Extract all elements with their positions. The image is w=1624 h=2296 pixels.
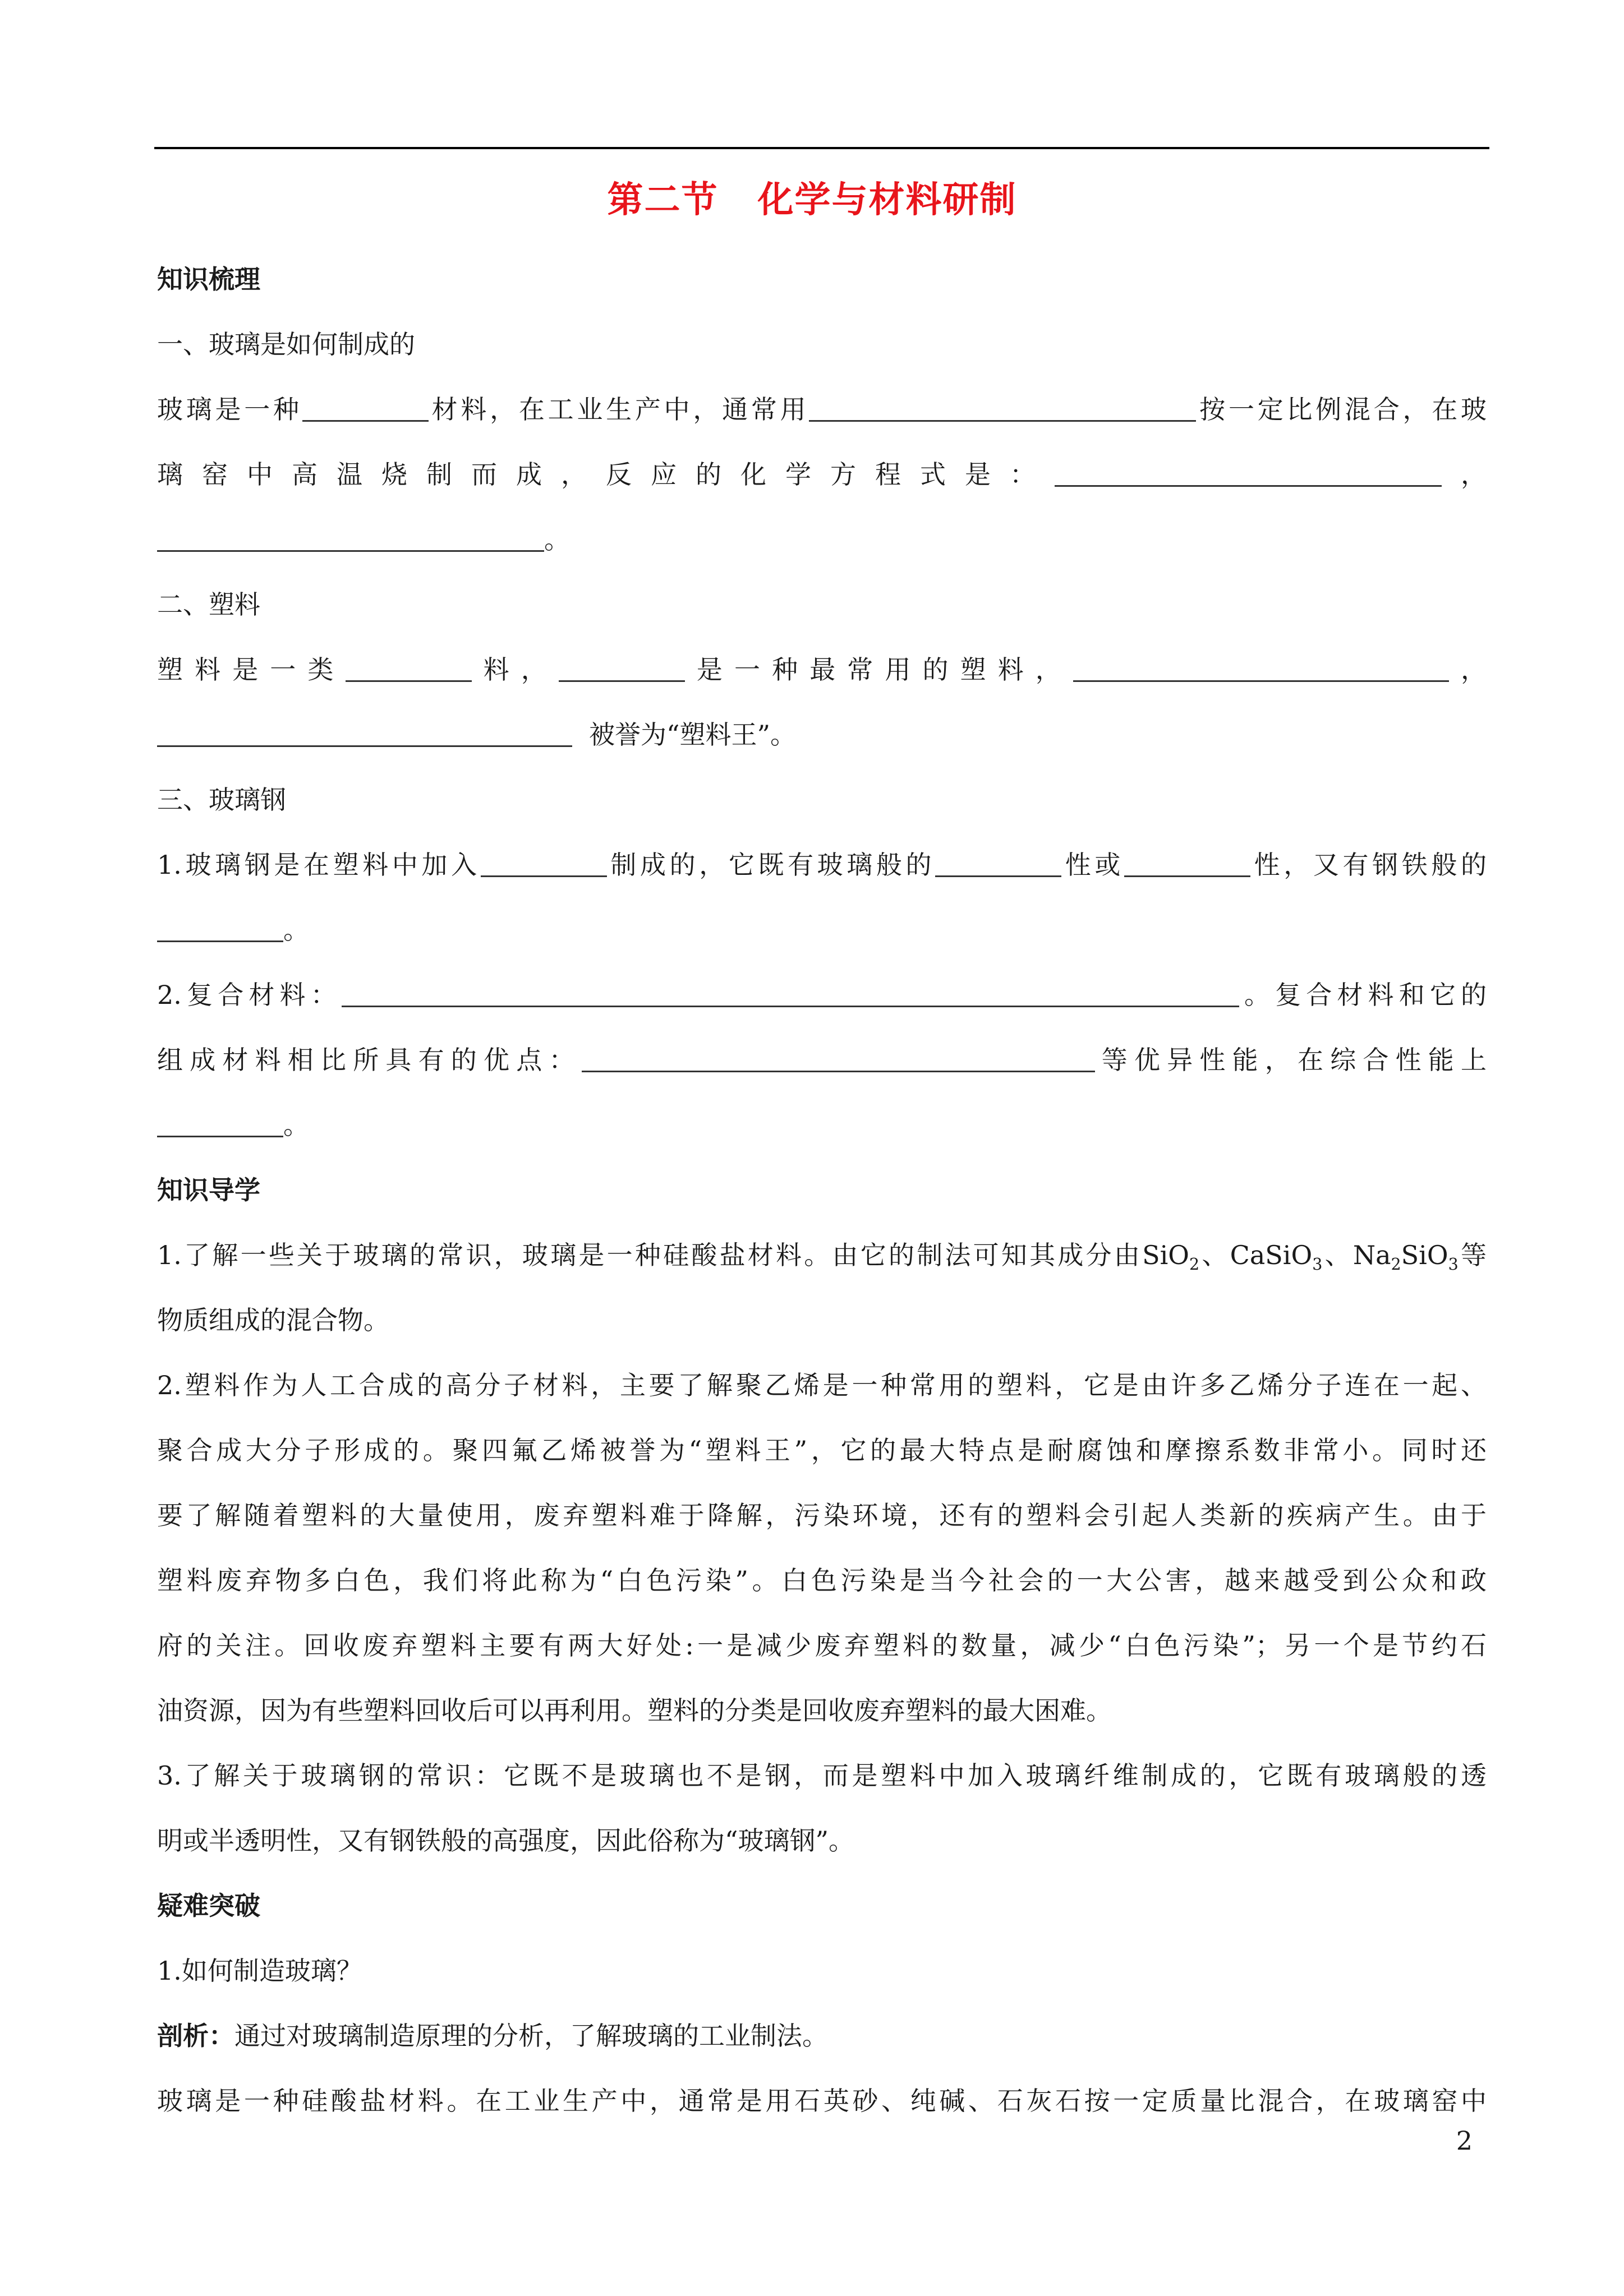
blank-field[interactable]: [302, 394, 429, 422]
frp-q1-line-1: 1.玻璃钢是在塑料中加入 制成的，它既有玻璃般的 性或 性，又有钢铁般的: [157, 850, 1487, 880]
difficulty-analysis: 剖析：通过对玻璃制造原理的分析，了解玻璃的工业制法。: [157, 2021, 828, 2051]
blank-field[interactable]: [342, 980, 1239, 1007]
guided-p1-line-1: 1.了解一些关于玻璃的常识，玻璃是一种硅酸盐材料。由它的制法可知其成分由SiO$_2$、CaSiO$_3$、$Na_2SiO_3$等: [157, 1240, 1487, 1274]
glass-line-3: 。: [157, 507, 1487, 572]
blank-field[interactable]: [157, 720, 572, 747]
difficulty-text-line-1: 玻璃是一种硅酸盐材料。在工业生产中，通常是用石英砂、纯碱、石灰石按一定质量比混合，在玻璃窑中: [157, 2086, 1487, 2116]
blank-field[interactable]: [582, 1045, 1095, 1072]
section-heading-difficulties: 疑难突破: [157, 1891, 260, 1921]
guided-p3-line-2: 明或半透明性，又有钢铁般的高强度，因此俗称为“玻璃钢”。: [157, 1825, 855, 1856]
blank-field[interactable]: [157, 524, 544, 552]
blank-field[interactable]: [1055, 459, 1442, 487]
subheading-frp: 三、玻璃钢: [157, 785, 286, 815]
document-body: [157, 247, 1487, 2133]
blank-field[interactable]: [1124, 850, 1250, 877]
guided-p2-line-4: 塑料废弃物多白色，我们将此称为“白色污染”。白色污染是当今社会的一大公害，越来越受到公众和政: [157, 1565, 1487, 1596]
guided-p2-line-1: 2.塑料作为人工合成的高分子材料，主要了解聚乙烯是一种常用的塑料，它是由许多乙烯分子连在一起、: [157, 1370, 1487, 1400]
blank-field[interactable]: [346, 654, 472, 682]
guided-p1-line-2: 物质组成的混合物。: [157, 1305, 389, 1335]
guided-p2-line-2: 聚合成大分子形成的。聚四氟乙烯被誉为“塑料王”，它的最大特点是耐腐蚀和摩擦系数非常小。同时还: [157, 1435, 1487, 1465]
guided-p2-line-3: 要了解随着塑料的大量使用，废弃塑料难于降解，污染环境，还有的塑料会引起人类新的疾病产生。由于: [157, 1500, 1487, 1530]
plastic-line-2: 被誉为“塑料王”。: [157, 702, 1487, 767]
title-text: 化学与材料研制: [757, 179, 1017, 221]
blank-field[interactable]: [559, 654, 685, 682]
frp-q1-line-2: 。: [157, 897, 1487, 962]
frp-q2-line-1: 2.复合材料： 。复合材料和它的: [157, 980, 1487, 1010]
subheading-plastic: 二、塑料: [157, 589, 260, 620]
header-rule: [154, 147, 1489, 149]
blank-field[interactable]: [935, 850, 1061, 877]
blank-field[interactable]: [809, 394, 1196, 422]
guided-p2-line-6: 油资源，因为有些塑料回收后可以再利用。塑料的分类是回收废弃塑料的最大困难。: [157, 1695, 1112, 1726]
subheading-glass: 一、玻璃是如何制成的: [157, 329, 415, 359]
glass-line-1: 玻璃是一种 材料，在工业生产中，通常用 按一定比例混合，在玻: [157, 394, 1487, 425]
blank-field[interactable]: [1073, 654, 1449, 682]
analysis-label: 剖析：: [157, 2021, 234, 2051]
blank-field[interactable]: [157, 915, 283, 942]
guided-p2-line-5: 府的关注。回收废弃塑料主要有两大好处:一是减少废弃塑料的数量，减少“白色污染”；另一个是节约石: [157, 1630, 1487, 1661]
section-heading-knowledge-review: 知识梳理: [157, 264, 260, 294]
blank-field[interactable]: [481, 850, 607, 877]
page-title: [0, 171, 1624, 223]
guided-p3-line-1: 3.了解关于玻璃钢的常识：它既不是玻璃也不是钢，而是塑料中加入玻璃纤维制成的，它既有玻璃般的透: [157, 1760, 1487, 1791]
section-heading-guided-study: 知识导学: [157, 1175, 260, 1205]
frp-q2-line-2: 组成材料相比所具有的优点： 等优异性能，在综合性能上: [157, 1045, 1487, 1075]
frp-q2-line-3: 。: [157, 1092, 1487, 1158]
glass-line-2: 璃窑中高温烧制而成，反应的化学方程式是： ，: [157, 459, 1487, 490]
title-section-number: 第二节: [607, 179, 719, 221]
page-number: 2: [1456, 2126, 1473, 2156]
blank-field[interactable]: [157, 1110, 283, 1137]
plastic-line-1: 塑料是一类 料， 是一种最常用的塑料， ，: [157, 654, 1487, 685]
difficulty-question-1: 1.如何制造玻璃？: [157, 1956, 362, 1986]
